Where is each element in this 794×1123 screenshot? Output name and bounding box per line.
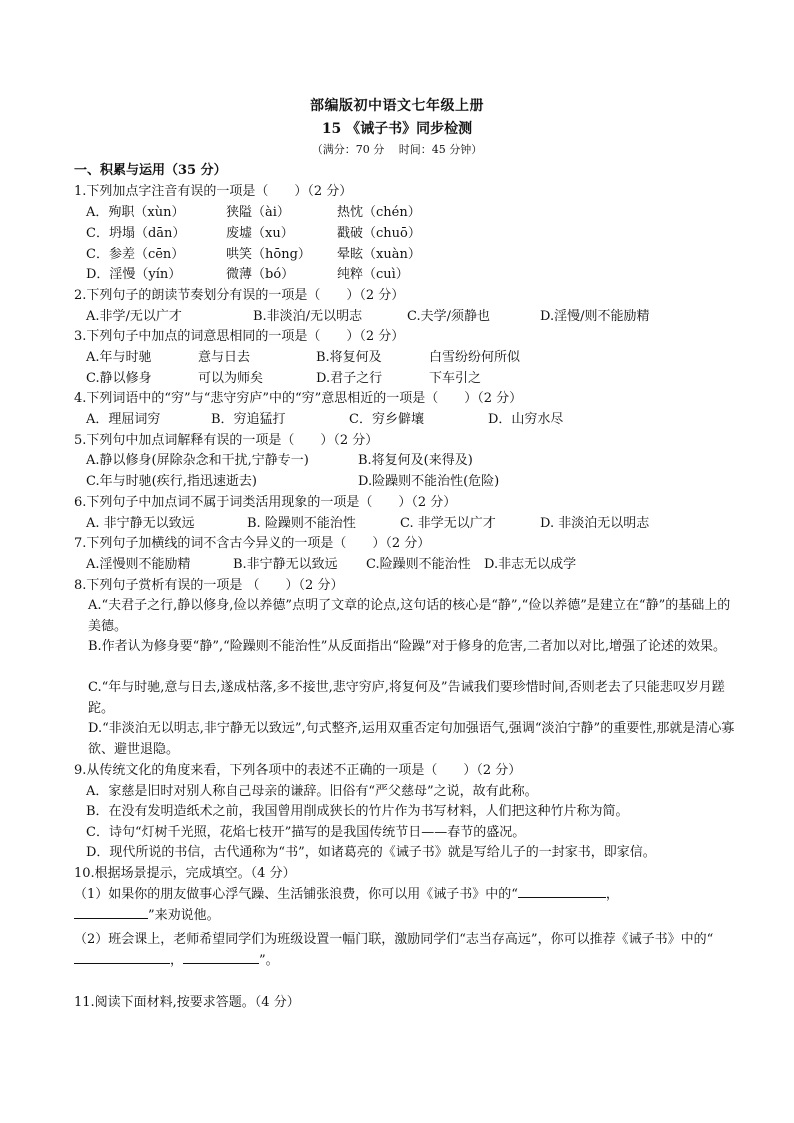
question-6-option-b: B. 险躁则不能治性 (247, 516, 356, 531)
option-row1-col3: 热忱（chén） (337, 205, 421, 220)
option-row2-col2: 废墟（xu） (226, 226, 294, 241)
question-9-option-b: B．在没有发明造纸术之前，我国曾用削成狭长的竹片作为书写材料，人们把这种竹片称为简。 (86, 804, 629, 819)
question-6-option-a: A. 非宁静无以致远 (86, 516, 195, 531)
question-2-option-c: C.夫学/须静也 (407, 309, 490, 324)
question-3-option-c1: C.静以修身 (86, 371, 152, 386)
question-3-option-c2: 可以为师矣 (198, 371, 264, 386)
question-9-option-c: C．诗句“灯树千光照，花焰七枝开”描写的是我国传统节日——春节的盛况。 (86, 825, 526, 840)
option-row4-col1: D．淫慢（yín） (86, 267, 182, 282)
question-8-option-d: D.“非淡泊无以明志,非宁静无以致远”,句式整齐,运用双重否定句加强语气,强调“淡泊宁静”的重要性,那就是清心寡欲、避世退隐。 (88, 721, 735, 757)
page-subtitle: 15 《诫子书》同步检测 (321, 121, 473, 137)
question-5-stem: 5.下列句中加点词解释有误的一项是（ ）（2 分） (74, 433, 379, 448)
question-7-stem: 7.下列句子加横线的词不含古今异义的一项是（ ）（2 分） (74, 536, 431, 551)
question-6-stem: 6.下列句子中加点词不属于词类活用现象的一项是（ ）（2 分） (74, 495, 457, 510)
question-9-option-d: D．现代所说的书信，古代通称为“书”，如诸葛亮的《诫子书》就是写给儿子的一封家书，即家信。 (86, 845, 656, 860)
question-5-option-b: B.将复何及(来得及) (358, 453, 473, 468)
question-3-option-d1: D.君子之行 (316, 371, 383, 386)
question-10-part-1: （1）如果你的朋友做事心浮气躁、生活铺张浪费，你可以用《诫子书》中的“ ， ”来劝说他。 (74, 887, 619, 923)
question-3-option-d2: 下车引之 (429, 371, 482, 386)
option-row4-col3: 纯粹（cuì） (337, 267, 409, 282)
question-7-option-b: B.非宁静无以致远 (233, 557, 338, 572)
answer-blank-1[interactable] (518, 885, 606, 898)
exam-meta: （满分：70 分 时间：45 分钟） (311, 143, 483, 156)
question-4-option-b: B．穷追猛打 (211, 412, 286, 427)
question-4-option-a: A．理屈词穷 (86, 412, 161, 427)
question-3-stem: 3.下列句子中加点的词意思相同的一项是（ ）（2 分） (74, 329, 405, 344)
question-3-option-a2: 意与日去 (198, 350, 251, 365)
question-4-option-c: C．穷乡僻壤 (349, 412, 424, 427)
option-row1-col1: A．殉职（xùn） (86, 205, 185, 220)
question-7-option-c: C.险躁则不能治性 (366, 557, 471, 572)
question-10-part-2: （2）班会课上，老师希望同学们为班级设置一幅门联，激励同学们“志当存高远”，你可以推荐《诫子书》中的“， ”。 (74, 932, 714, 968)
option-row3-col3: 晕眩（xuàn） (337, 247, 421, 262)
question-3-option-a1: A.年与时驰 (86, 350, 152, 365)
question-2-option-b: B.非淡泊/无以明志 (253, 309, 363, 324)
answer-blank-2[interactable] (74, 906, 148, 919)
question-2-option-a: A.非学/无以广才 (86, 309, 182, 324)
question-8-option-b: B.作者认为修身要“静”,“险躁则不能治性”从反面指出“险躁”对于修身的危害,二者加以对比,增强了论述的效果。 (88, 639, 726, 654)
question-10-stem: 10.根据场景提示，完成填空。（4 分） (74, 866, 296, 881)
question-1-stem: 1.下列加点字注音有误的一项是（ ）（2 分） (74, 184, 353, 199)
question-8-option-c: C.“年与时驰,意与日去,遂成枯落,多不接世,悲守穷庐,将复何及”告诫我们要珍惜时间,否则老去了只能悲叹岁月蹉跎。 (88, 680, 725, 716)
question-8-stem: 8.下列句子赏析有误的一项是 （ ）（2 分） (74, 578, 344, 593)
question-11-stem: 11.阅读下面材料,按要求答题。（4 分） (74, 995, 300, 1010)
question-5-option-d: D.险躁则不能治性(危险) (358, 474, 500, 489)
question-2-stem: 2.下列句子的朗读节奏划分有误的一项是（ ）（2 分） (74, 288, 405, 303)
question-6-option-c: C. 非学无以广才 (400, 516, 496, 531)
answer-blank-4[interactable] (183, 951, 259, 964)
question-8-option-a: A.“夫君子之行,静以修身,俭以养德”点明了文章的论点,这句话的核心是“静”,“俭以养德”是建立在“静”的基础上的美德。 (88, 598, 731, 634)
question-9-stem: 9.从传统文化的角度来看，下列各项中的表述不正确的一项是（ ）（2 分） (74, 763, 522, 778)
question-7-option-d: D.非志无以成学 (484, 557, 577, 572)
option-row3-col2: 哄笑（hōng） (226, 247, 311, 262)
option-row1-col2: 狭隘（ài） (226, 205, 290, 220)
page-title: 部编版初中语文七年级上册 (310, 98, 484, 114)
question-5-option-c: C.年与时驰(疾行,指迅速逝去) (86, 474, 257, 489)
question-4-stem: 4.下列词语中的“穷”与“悲守穷庐”中的“穷”意思相近的一项是（ ）（2 分） (74, 391, 523, 406)
question-2-option-d: D.淫慢/则不能励精 (540, 309, 650, 324)
question-4-option-d: D．山穷水尽 (488, 412, 564, 427)
question-5-option-a: A.静以修身(屏除杂念和干扰,宁静专一) (86, 453, 309, 468)
option-row2-col3: 戳破（chuō） (337, 226, 421, 241)
question-3-option-b2: 白雪纷纷何所似 (429, 350, 521, 365)
question-7-option-a: A.淫慢则不能励精 (86, 557, 191, 572)
answer-blank-3[interactable] (74, 951, 170, 964)
question-3-option-b1: B.将复何及 (316, 350, 382, 365)
option-row4-col2: 微薄（bó） (226, 267, 295, 282)
option-row3-col1: C．参差（cēn） (86, 247, 185, 262)
question-6-option-d: D. 非淡泊无以明志 (540, 516, 650, 531)
section-heading: 一、积累与运用（35 分） (74, 163, 227, 178)
question-9-option-a: A．家慈是旧时对别人称自己母亲的谦辞。旧俗有“严父慈母”之说，故有此称。 (86, 784, 538, 799)
option-row2-col1: C．坍塌（dān） (86, 226, 186, 241)
